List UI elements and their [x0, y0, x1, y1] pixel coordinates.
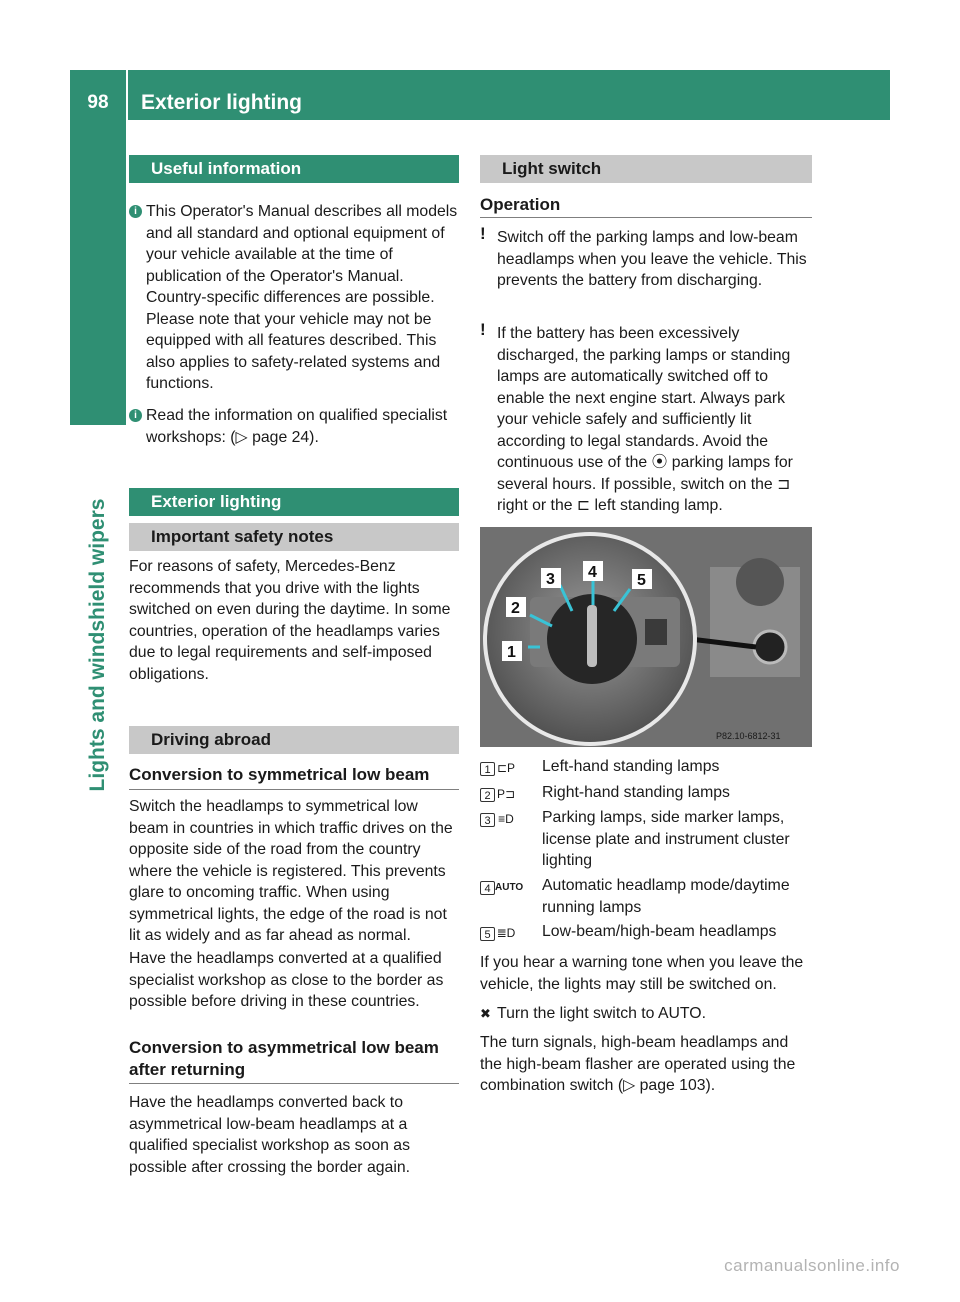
- legend-item-2: [480, 782, 812, 804]
- page-title: Exterior lighting: [141, 91, 303, 114]
- legend-text: Right-hand standing lamps: [542, 784, 730, 801]
- figure-label-1: 1: [507, 644, 516, 661]
- warning-text-2: If the battery has been excessively discharged, the parking lamps or standing lamps are automatically switched off to enable the next engine start. Always park your vehicle safely and sufficiently lit according to legal standards. Avoid the continuous use of the ⦿ parking lamps for several hours. If possible, switch on the ⊐ right or the ⊏ left standing lamp.: [497, 325, 793, 514]
- parking-lamps-icon: ≡D: [498, 812, 514, 827]
- switch-location-dot: [754, 631, 786, 663]
- legend-text: Low-beam/high-beam headlamps: [542, 923, 777, 940]
- heading-rule: [129, 789, 459, 790]
- warning-icon: !: [480, 224, 486, 243]
- conversion-symmetrical-heading: Conversion to symmetrical low beam: [129, 765, 430, 784]
- figure-label-5: 5: [637, 572, 646, 589]
- operation-heading: Operation: [480, 195, 561, 214]
- legend-item-1: [480, 756, 812, 778]
- figure-label-3: 3: [546, 571, 555, 588]
- legend-item-5: [480, 921, 812, 943]
- heading-rule: [480, 217, 812, 218]
- useful-info-paragraph-1: This Operator's Manual describes all models and all standard and optional equipment of your vehicle available at the time of publication of the Operator's Manual. Country-specific differences are possible. Please note that your vehicle may not be equipped with all features described. This also applies to safety-related systems and functions.: [146, 203, 458, 392]
- figure-code: P82.10-6812-31: [716, 731, 781, 741]
- warning-tone-text: If you hear a warning tone when you leave the vehicle, the lights may still be switched on.: [480, 954, 804, 993]
- legend-number: 3: [480, 813, 495, 827]
- info-icon: i: [129, 409, 142, 422]
- turn-switch-instruction: Turn the light switch to AUTO.: [497, 1005, 706, 1022]
- standing-lamp-right-icon: P⊐: [496, 787, 516, 802]
- legend-key: [480, 758, 517, 780]
- page-number: 98: [87, 92, 109, 113]
- legend-number: 2: [480, 788, 495, 802]
- useful-info-bar: Useful information: [129, 155, 459, 183]
- safety-notes-bar: Important safety notes: [129, 523, 459, 551]
- knob-indicator: [587, 605, 597, 667]
- light-switch-figure: [480, 527, 812, 747]
- arrow-bullet-icon: ✖: [480, 1006, 491, 1021]
- sidebar-strip: [70, 120, 126, 425]
- info-icon: i: [129, 205, 142, 218]
- heading-rule: [129, 1083, 459, 1084]
- legend-text: Automatic headlamp mode/daytime running lamps: [542, 877, 790, 916]
- exterior-lighting-bar: Exterior lighting: [129, 488, 459, 516]
- auto-mode-icon: AUTO: [495, 882, 524, 894]
- low-beam-icon: ≣D: [496, 926, 516, 941]
- section-sidebar: [70, 120, 126, 1120]
- legend-key: [480, 809, 517, 831]
- warning-icon: !: [480, 320, 486, 339]
- header-divider: [126, 70, 128, 120]
- useful-info-paragraph-2: Read the information on qualified specialist workshops: (▷ page 24).: [146, 407, 448, 446]
- conversion-symmetrical-paragraph-1: Switch the headlamps to symmetrical low beam in countries in which traffic drives on the opposite side of the road from the country where the vehicle is registered. This prevents glare to oncoming traffic. When using symmetrical lights, the edge of the road is not lit as widely and as far ahead as normal.: [129, 798, 453, 944]
- warning-text-1: Switch off the parking lamps and low-beam headlamps when you leave the vehicle. This prevents the battery from discharging.: [497, 229, 807, 289]
- air-vent: [736, 558, 784, 606]
- turn-signals-text: The turn signals, high-beam headlamps and the high-beam flasher are operated using the combination switch (▷ page 103).: [480, 1034, 796, 1094]
- legend-key: [480, 877, 523, 899]
- figure-label-2: 2: [511, 600, 520, 617]
- conversion-asymmetrical-heading: Conversion to asymmetrical low beam after returning: [129, 1038, 439, 1079]
- legend-text: Parking lamps, side marker lamps, license plate and instrument cluster lighting: [542, 809, 790, 869]
- legend-number: 4: [480, 881, 495, 895]
- safety-notes-text: For reasons of safety, Mercedes-Benz recommends that you drive with the lights switched on even during the daytime. In some countries, operation of the headlamps varies due to legal requirements and self-imposed obligations.: [129, 558, 451, 683]
- legend-key: [480, 923, 517, 945]
- standing-lamp-left-icon: ⊏P: [496, 761, 516, 776]
- watermark: carmanualsonline.info: [724, 1256, 900, 1275]
- legend-text: Left-hand standing lamps: [542, 758, 720, 775]
- page-header: [70, 70, 890, 120]
- light-switch-bar: Light switch: [480, 155, 812, 183]
- sidebar-section-title: Lights and windshield wipers: [86, 498, 109, 792]
- light-switch-illustration: [480, 527, 812, 747]
- side-button: [645, 619, 667, 645]
- legend-item-4: [480, 875, 812, 919]
- legend-number: 5: [480, 927, 495, 941]
- legend-item-3: [480, 807, 812, 873]
- driving-abroad-bar: Driving abroad: [129, 726, 459, 754]
- figure-label-4: 4: [588, 564, 597, 581]
- conversion-asymmetrical-paragraph: Have the headlamps converted back to asymmetrical low-beam headlamps at a qualified specialist workshop as soon as possible after crossing the border again.: [129, 1094, 410, 1176]
- legend-key: [480, 784, 517, 806]
- conversion-symmetrical-paragraph-2: Have the headlamps converted at a qualified specialist workshop as close to the border as possible before driving in these countries.: [129, 950, 444, 1010]
- legend-number: 1: [480, 762, 495, 776]
